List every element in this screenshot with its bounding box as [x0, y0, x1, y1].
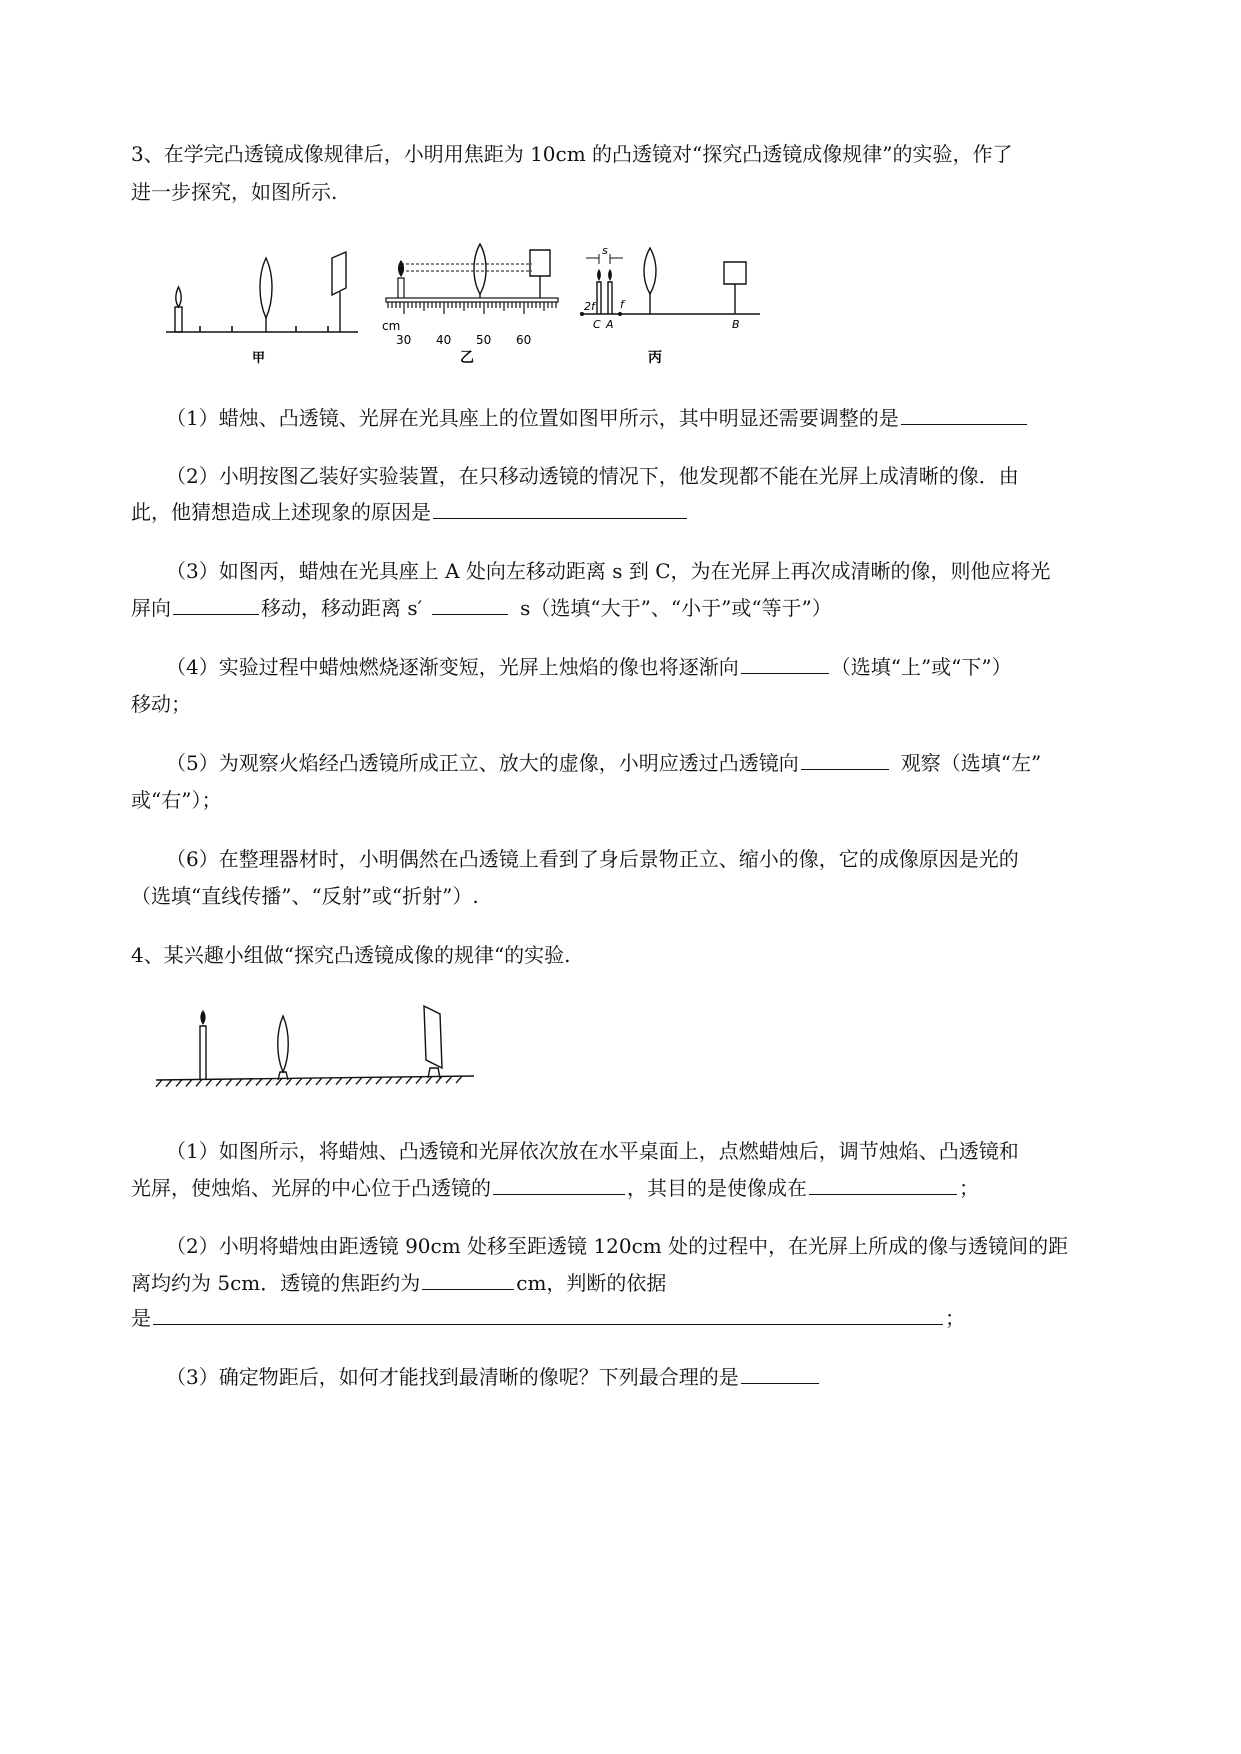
- screen: [530, 250, 550, 276]
- hatch-line: [356, 1077, 362, 1084]
- hatch-line: [296, 1078, 302, 1085]
- q3-p3-line2: [131, 594, 832, 622]
- figure-label-jia: 甲: [252, 351, 266, 366]
- answer-blank[interactable]: [493, 1174, 625, 1195]
- hatch-line: [456, 1076, 462, 1083]
- q3-p2-text: 此，他猜想造成上述现象的原因是: [131, 500, 431, 524]
- ruler-bar: [386, 298, 558, 302]
- hatch-line: [386, 1077, 392, 1084]
- q3-stem-line1: 3、在学完凸透镜成像规律后，小明用焦距为 10cm 的凸透镜对“探究凸透镜成像规律”的实验，作了: [131, 142, 1013, 166]
- hatch-line: [436, 1076, 442, 1083]
- q3-p1: [166, 404, 1029, 432]
- q3-p6-line2: （选填“直线传播”、“反射”或“折射”）.: [131, 884, 479, 908]
- mark-f: f: [620, 298, 624, 311]
- tick-label-50: 50: [476, 333, 492, 347]
- q3-p3-text-a: 屏向: [131, 596, 171, 620]
- screen: [424, 1006, 442, 1068]
- optical-bench: [166, 326, 358, 332]
- q3-p4-text-a: （4）实验过程中蜡烛燃烧逐渐变短，光屏上烛焰的像也将逐渐向: [166, 655, 739, 679]
- q3-p3-line1: （3）如图丙，蜡烛在光具座上 A 处向左移动距离 s 到 C，为在光屏上再次成清晰的像，则他应将光: [166, 559, 1051, 583]
- hatch-line: [336, 1078, 342, 1085]
- q3-p4-text-b: （选填“上”或“下”）: [830, 655, 1012, 679]
- lens: [474, 244, 486, 294]
- tick-label-40: 40: [436, 333, 452, 347]
- candle-c: [597, 282, 601, 314]
- hatch-line: [316, 1078, 322, 1085]
- answer-blank[interactable]: [422, 1269, 514, 1290]
- q4-p2-text-c: 是: [131, 1306, 151, 1330]
- flame: [398, 260, 404, 277]
- answer-blank[interactable]: [741, 653, 829, 674]
- hatch-line: [326, 1078, 332, 1085]
- q3-p4-line2: 移动；: [131, 692, 191, 716]
- figure-label-yi: 乙: [460, 350, 474, 366]
- q4-p1-text-c: ；: [959, 1176, 979, 1200]
- q4-p2-text-b: cm，判断的依据: [516, 1271, 667, 1295]
- q3-p5-text-a: （5）为观察火焰经凸透镜所成正立、放大的虚像，小明应透过凸透镜向: [166, 751, 799, 775]
- hatch-line: [156, 1080, 162, 1087]
- q4-p2-line2: [131, 1269, 666, 1297]
- answer-blank[interactable]: [741, 1363, 819, 1384]
- hatch-line: [416, 1077, 422, 1084]
- answer-blank[interactable]: [809, 1174, 957, 1195]
- mark-c: C: [593, 318, 601, 331]
- figure-jia: [160, 240, 370, 370]
- hatch-line: [346, 1077, 352, 1084]
- q4-p1-text-b: ，其目的是使像成在: [627, 1176, 807, 1200]
- tick-label-60: 60: [516, 333, 532, 347]
- answer-blank[interactable]: [801, 749, 889, 770]
- q4-p1-text-a: 光屏，使烛焰、光屏的中心位于凸透镜的: [131, 1176, 491, 1200]
- lens: [644, 248, 656, 294]
- answer-blank[interactable]: [433, 498, 687, 519]
- tick-label-30: 30: [396, 333, 412, 347]
- q4-p2-line3: [131, 1304, 965, 1332]
- hatch-line: [366, 1077, 372, 1084]
- figure-label-bing: 丙: [648, 350, 662, 366]
- hatch-line: [166, 1080, 172, 1087]
- hatch-line: [196, 1079, 202, 1086]
- hatch-line: [226, 1079, 232, 1086]
- hatch-line: [216, 1079, 222, 1086]
- screen: [332, 252, 346, 332]
- q3-p6-line1: （6）在整理器材时，小明偶然在凸透镜上看到了身后景物正立、缩小的像，它的成像原因是光的: [166, 847, 1019, 871]
- q3-p3-text-b: 移动，移动距离 s′: [261, 596, 423, 620]
- light-axis: [401, 264, 532, 271]
- q4-p1-line2: [131, 1174, 979, 1202]
- lens: [260, 258, 272, 332]
- ruler-ticks: [388, 302, 556, 314]
- hatch-line: [186, 1079, 192, 1086]
- q3-p5-text-b: 观察（选填“左”: [900, 751, 1042, 775]
- hatch-line: [406, 1077, 412, 1084]
- hatch-line: [266, 1078, 272, 1085]
- q3-p2-line2: [131, 498, 689, 526]
- table-surface: [156, 1076, 474, 1080]
- q3-p2-line1: （2）小明按图乙装好实验装置，在只移动透镜的情况下，他发现都不能在光屏上成清晰的像．由: [166, 464, 1019, 488]
- q3-stem-line2: 进一步探究，如图所示.: [131, 180, 338, 204]
- hatch-line: [426, 1076, 432, 1083]
- q3-p3-text-c: s（选填“大于”、“小于”或“等于”）: [520, 596, 832, 620]
- lens: [278, 1016, 289, 1072]
- candle-a: [608, 282, 612, 314]
- q3-p5-line1: [166, 749, 1041, 777]
- candle: [398, 278, 404, 298]
- answer-blank[interactable]: [153, 1304, 943, 1325]
- candle: [200, 1026, 206, 1080]
- figure-bing: [570, 240, 770, 370]
- q4-p3-text: （3）确定物距后，如何才能找到最清晰的像呢？下列最合理的是: [166, 1365, 739, 1389]
- hatch-line: [206, 1079, 212, 1086]
- hatch-line: [276, 1078, 282, 1085]
- mark-b: B: [732, 318, 740, 331]
- hatch-line: [446, 1076, 452, 1083]
- candle: [175, 287, 182, 332]
- figure-yi: [380, 240, 565, 370]
- answer-blank[interactable]: [432, 594, 508, 615]
- q4-p2-line1: （2）小明将蜡烛由距透镜 90cm 处移至距透镜 120cm 处的过程中，在光屏上所成的像与透镜间的距: [166, 1234, 1069, 1258]
- hatch-line: [396, 1077, 402, 1084]
- q3-p4-line1: [166, 653, 1012, 681]
- mark-s: s: [602, 244, 608, 257]
- screen: [724, 262, 746, 284]
- hatch-line: [236, 1079, 242, 1086]
- q4-p1-line1: （1）如图所示，将蜡烛、凸透镜和光屏依次放在水平桌面上，点燃蜡烛后，调节烛焰、凸透镜和: [166, 1139, 1019, 1163]
- hatch-line: [256, 1079, 262, 1086]
- hatch-line: [246, 1079, 252, 1086]
- hatch-line: [376, 1077, 382, 1084]
- mark-a: A: [606, 318, 614, 331]
- q3-p5-line2: 或“右”）；: [131, 788, 222, 812]
- q4-p2-text-d: ；: [945, 1306, 965, 1330]
- figure-q4: [150, 1002, 480, 1094]
- mark-2f: 2f: [584, 300, 595, 313]
- answer-blank[interactable]: [173, 594, 259, 615]
- q4-p3: [166, 1363, 821, 1391]
- hatch-line: [286, 1078, 292, 1085]
- q3-p1-text: （1）蜡烛、凸透镜、光屏在光具座上的位置如图甲所示，其中明显还需要调整的是: [166, 406, 899, 430]
- q4-p2-text-a: 离均约为 5cm．透镜的焦距约为: [131, 1271, 421, 1295]
- hatch-line: [306, 1078, 312, 1085]
- q4-stem: 4、某兴趣小组做“探究凸透镜成像的规律“的实验.: [131, 943, 571, 967]
- ruler-unit: cm: [382, 319, 401, 333]
- hatch-line: [176, 1080, 182, 1087]
- answer-blank[interactable]: [901, 404, 1027, 425]
